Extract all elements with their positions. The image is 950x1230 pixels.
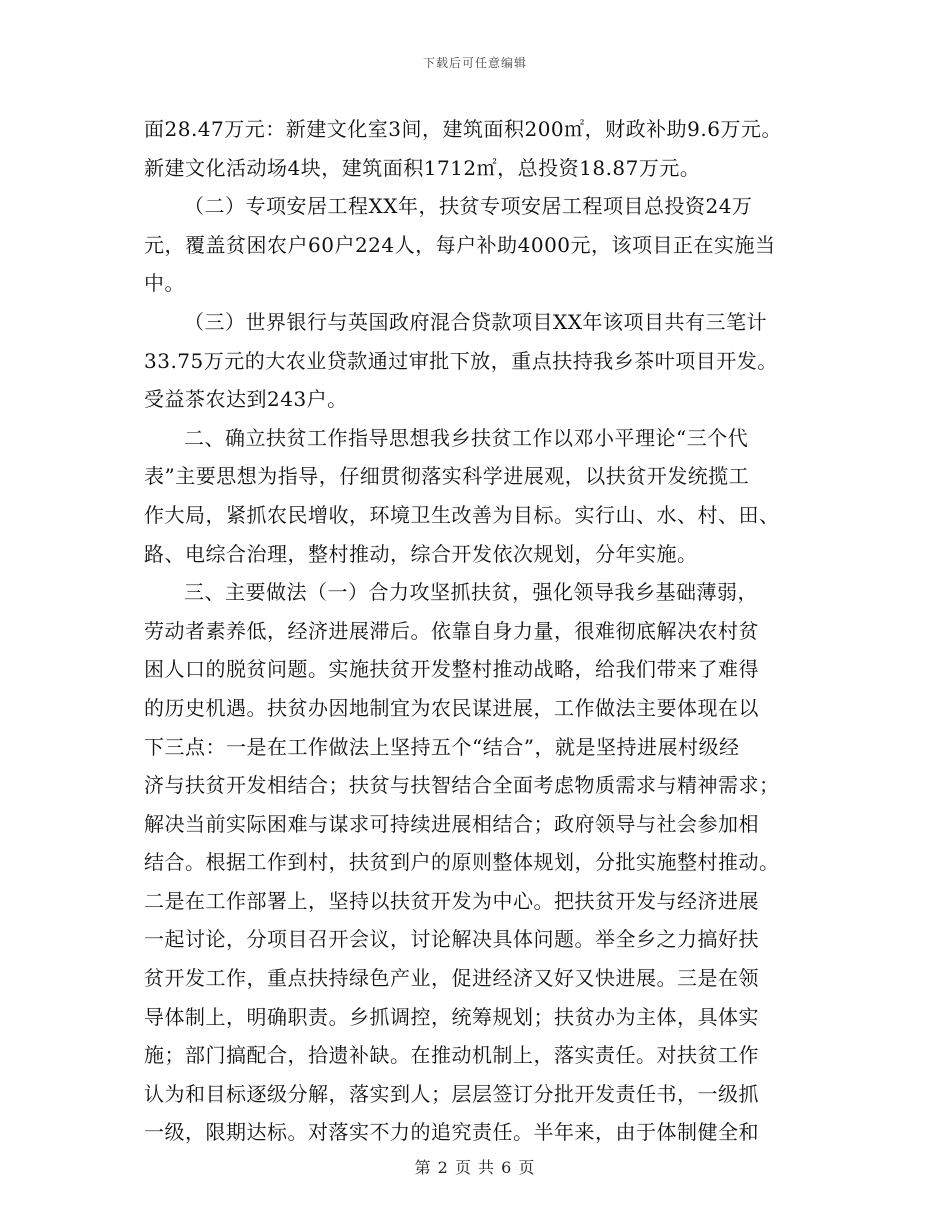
text-line: 解决当前实际困难与谋求可持续进展相结合；政府领导与社会参加相 [144,811,759,836]
text-line: 困人口的脱贫问题。实施扶贫开发整村推动战略，给我们带来了难得 [144,657,759,682]
text-line: 导体制上，明确职责。乡抓调控，统筹规划；扶贫办为主体，具体实 [144,1004,759,1029]
text-line: 33.75万元的大农业贷款通过审批下放，重点扶持我乡茶叶项目开发。 [144,348,778,373]
page-number-footer: 第 2 页 共 6 页 [414,1158,536,1177]
text-line: 下三点：一是在工作做法上坚持五个“结合”，就是坚持进展村级经 [144,734,740,759]
text-line: 的历史机遇。扶贫办因地制宜为农民谋进展，工作做法主要体现在以 [144,695,759,720]
text-line: 面28.47万元：新建文化室3间，建筑面积200㎡，财政补助9.6万元。 [144,117,782,141]
page-header: 下载后可任意编辑 [422,56,527,70]
text-line: 元，覆盖贫困农户60户224人，每户补助4000元，该项目正在实施当 [144,232,776,257]
document-body [144,110,814,1152]
text-line: 中。 [144,271,185,296]
text-line: （三）世界银行与英国政府混合贷款项目XX年该项目共有三笔计 [184,309,767,334]
text-line: 一级，限期达标。对落实不力的追究责任。半年来，由于体制健全和 [144,1120,759,1145]
text-line: 结合。根据工作到村，扶贫到户的原则整体规划，分批实施整村推动。 [144,850,780,875]
text-line: 新建文化活动场4块，建筑面积1712㎡，总投资18.87万元。 [144,155,701,180]
text-line: 济与扶贫开发相结合；扶贫与扶智结合全面考虑物质需求与精神需求； [144,773,780,798]
text-line: 表”主要思想为指导，仔细贯彻落实科学进展观，以扶贫开发统揽工 [144,464,750,489]
text-line: 作大局，紧抓农民增收，环境卫生改善为目标。实行山、水、村、田、 [144,502,780,527]
text-line: 一起讨论，分项目召开会议，讨论解决具体问题。举全乡之力搞好扶 [144,927,759,952]
text-line: 三、主要做法（一）合力攻坚抓扶贫，强化领导我乡基础薄弱， [184,580,758,605]
text-line: 二、确立扶贫工作指导思想我乡扶贫工作以邓小平理论“三个代 [184,425,749,450]
text-line: 施；部门搞配合，拾遗补缺。在推动机制上，落实责任。对扶贫工作 [144,1043,759,1068]
text-line: 贫开发工作，重点扶持绿色产业，促进经济又好又快进展。三是在领 [144,966,759,991]
text-line: 路、电综合治理，整村推动，综合开发依次规划，分年实施。 [144,541,698,566]
text-line: 受益茶农达到243户。 [144,387,348,412]
text-line: 劳动者素养低，经济进展滞后。依靠自身力量，很难彻底解决农村贫 [144,618,759,643]
text-line: 认为和目标逐级分解，落实到人；层层签订分批开发责任书，一级抓 [144,1081,759,1106]
text-line: （二）专项安居工程XX年，扶贫专项安居工程项目总投资24万 [184,194,753,219]
text-line: 二是在工作部署上，坚持以扶贫开发为中心。把扶贫开发与经济进展 [144,888,759,913]
